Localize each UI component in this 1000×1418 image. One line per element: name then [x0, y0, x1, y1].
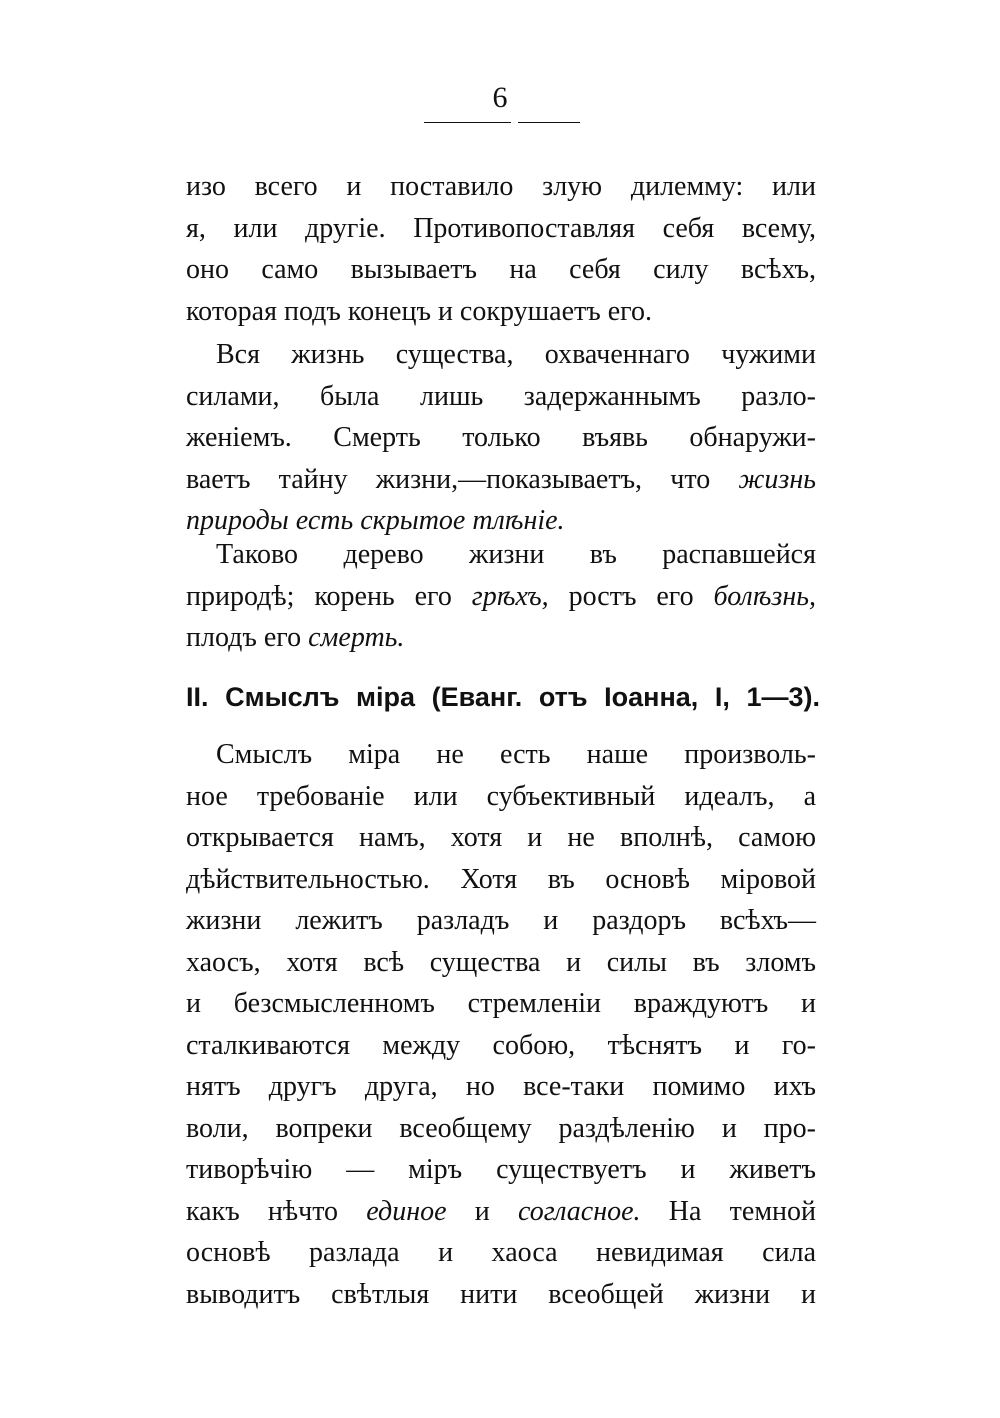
text-run: На темной — [640, 1195, 817, 1227]
text-line: открывается намъ, хотя и не вполнѣ, самою — [186, 822, 816, 853]
section-paragraph — [186, 734, 816, 1315]
text-line: выводитъ свѣтлыя нити всеобщей жизни и — [186, 1278, 816, 1310]
text-line: которая подъ конецъ и сокрушаетъ его. — [186, 295, 652, 327]
text-line: дѣйствительностью. Хотя въ основѣ мiровой — [186, 863, 816, 895]
italic-text: жизнь — [738, 463, 816, 495]
text-line: Таково дерево жизни въ распавшейся — [216, 539, 816, 570]
text-line: силами, была лишь задержаннымъ разло- — [186, 380, 816, 412]
text-line: изо всего и поставило злую дилемму: или — [186, 171, 816, 202]
text-line — [186, 576, 816, 618]
text-run: ростъ его — [548, 580, 714, 612]
text-line: женiемъ. Смерть только въявь обнаружи- — [186, 422, 816, 453]
italic-text: природы есть скрытое тлѣнiе. — [186, 505, 565, 536]
text-line: хаосъ, хотя всѣ существа и силы въ зломъ — [186, 946, 816, 978]
text-line: основѣ разлада и хаоса невидимая сила — [186, 1237, 816, 1268]
italic-text: смерть. — [308, 622, 405, 653]
italic-text: болѣзнь, — [713, 580, 816, 612]
section-heading: II. Смыслъ мiра (Еванг. отъ Iоанна, I, 1—3). — [186, 682, 820, 712]
text-line: тиворѣчiю — мiръ существуетъ и живетъ — [186, 1154, 816, 1185]
text-line: оно само вызываетъ на себя силу всѣхъ, — [186, 254, 816, 285]
paragraph-2 — [186, 334, 816, 542]
header-rule-right — [518, 122, 580, 123]
text-line — [186, 459, 816, 501]
text-run: и — [446, 1195, 518, 1227]
text-run: какъ нѣчто — [186, 1195, 367, 1227]
text-line: жизни лежитъ разладъ и раздоръ всѣхъ— — [186, 905, 816, 936]
text-line: Смыслъ мiра не есть наше произволь- — [216, 739, 816, 770]
italic-text: единое — [366, 1195, 447, 1227]
paragraph-3 — [186, 534, 816, 659]
paragraph-1 — [186, 166, 816, 332]
text-line: сталкиваются между собою, тѣснятъ и го- — [186, 1029, 816, 1061]
page-number: 6 — [492, 81, 508, 114]
header-rule-left — [424, 122, 511, 123]
text-line: ное требованiе или субъективный идеалъ, а — [186, 780, 816, 812]
text-line: и безсмысленномъ стремленiи враждуютъ и — [186, 988, 816, 1019]
text-run: плодъ его — [186, 622, 309, 653]
text-line — [186, 1191, 816, 1233]
text-line — [186, 617, 816, 659]
italic-text: грѣхъ, — [471, 580, 549, 612]
text-line: Вся жизнь существа, охваченнаго чужими — [216, 339, 816, 370]
text-run: ваетъ тайну жизни,—показываетъ, что — [186, 463, 739, 495]
text-line: нятъ другъ друга, но все-таки помимо ихъ — [186, 1071, 816, 1102]
text-run: природѣ; корень его — [186, 580, 472, 612]
text-line: я, или другiе. Противопоставляя себя всему, — [186, 212, 816, 244]
text-line: воли, вопреки всеобщему раздѣленiю и про- — [186, 1112, 816, 1144]
italic-text: согласное. — [517, 1195, 641, 1227]
